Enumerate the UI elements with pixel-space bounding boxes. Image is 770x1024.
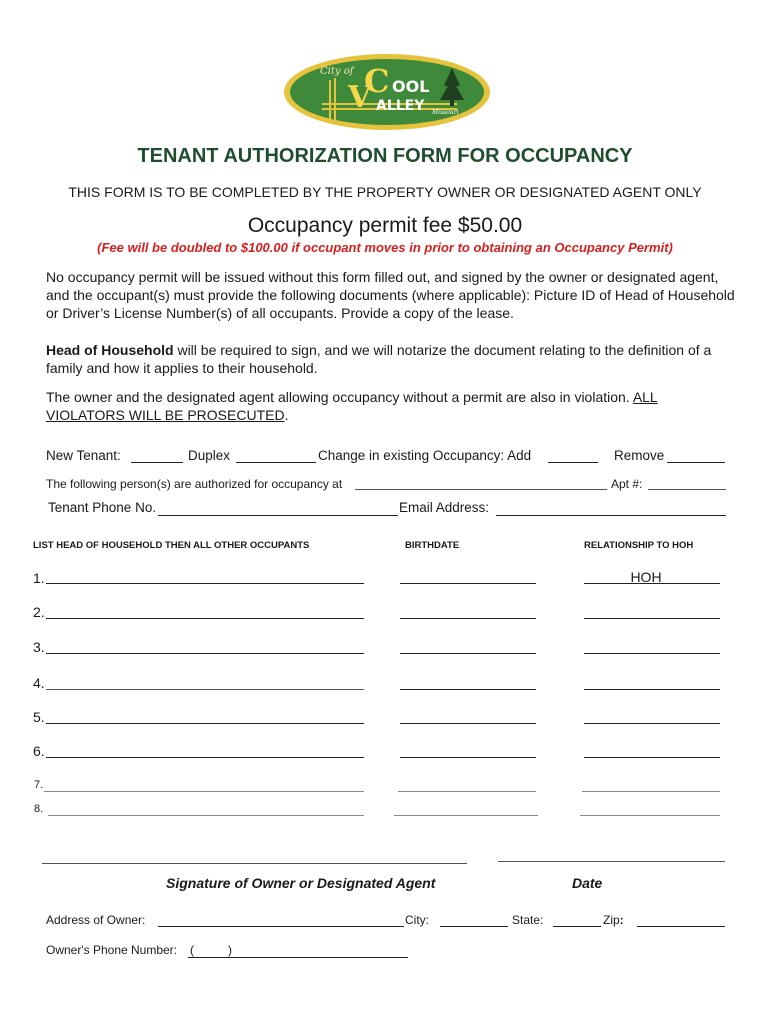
- logo-missouri: Missouri: [432, 109, 459, 116]
- relationship-field-8[interactable]: [580, 815, 720, 816]
- relationship-field-6[interactable]: [584, 757, 720, 758]
- head-of-household-text: will be required to sign, and we will notarize the document relating to the definition of a family and how it applies to their household.: [46, 342, 712, 376]
- city-field[interactable]: [440, 926, 508, 927]
- head-of-household-bold: Head of Household: [46, 342, 174, 358]
- birthdate-field-1[interactable]: [400, 583, 536, 584]
- violation-period: .: [284, 407, 289, 423]
- violation-paragraph: [46, 388, 736, 424]
- zip-label: [603, 913, 624, 927]
- zip-field[interactable]: [637, 926, 725, 927]
- fee-heading: Occupancy permit fee $50.00: [247, 214, 523, 237]
- row-number: 4.: [33, 675, 45, 691]
- remove-label: Remove: [614, 448, 665, 463]
- authorized-at-label: The following person(s) are authorized for occupancy at: [46, 477, 343, 491]
- zip-colon: :: [619, 913, 624, 927]
- birthdate-field-6[interactable]: [400, 757, 536, 758]
- relationship-field-4[interactable]: [584, 689, 720, 690]
- owner-phone-label: Owner's Phone Number:: [46, 943, 178, 957]
- logo-v-letter: V: [348, 80, 372, 115]
- city-label: City:: [405, 913, 429, 927]
- owner-signature-field[interactable]: [42, 863, 467, 864]
- date-label: Date: [572, 875, 603, 891]
- occupant-name-field-8[interactable]: [48, 815, 364, 816]
- form-title: TENANT AUTHORIZATION FORM FOR OCCUPANCY: [137, 145, 633, 167]
- remove-field[interactable]: [667, 462, 725, 463]
- row-number: 6.: [33, 743, 45, 759]
- logo-ool: OOL: [392, 77, 430, 96]
- row-number: 2.: [33, 604, 45, 620]
- birthdate-field-7[interactable]: [398, 791, 536, 792]
- city-logo: [282, 52, 492, 132]
- birthdate-field-8[interactable]: [394, 815, 538, 816]
- occupancy-address-field[interactable]: [355, 489, 607, 490]
- relationship-field-2[interactable]: [584, 618, 720, 619]
- add-field[interactable]: [548, 462, 598, 463]
- occupant-name-field-3[interactable]: [46, 653, 364, 654]
- fee-note: (Fee will be doubled to $100.00 if occupant moves in prior to obtaining an Occupancy Permit): [97, 240, 673, 255]
- occupant-name-field-7[interactable]: [44, 791, 364, 792]
- logo-c-letter: C: [364, 62, 390, 100]
- owner-address-label: Address of Owner:: [46, 913, 146, 927]
- new-tenant-field[interactable]: [131, 462, 183, 463]
- tenant-phone-field[interactable]: [158, 515, 398, 516]
- requirements-paragraph: No occupancy permit will be issued without this form filled out, and signed by the owner or designated agent, and the occupant(s) must provide the following documents (where applicable): Picture ID of Head of Household or Driver’s License Number(s) of all occupants. Provide a copy of the lease.: [46, 269, 735, 321]
- form-subtitle: THIS FORM IS TO BE COMPLETED BY THE PROPERTY OWNER OR DESIGNATED AGENT ONLY: [68, 184, 702, 200]
- birthdate-column-header: BIRTHDATE: [405, 540, 460, 551]
- signature-date-field[interactable]: [498, 861, 725, 862]
- tenant-phone-label: Tenant Phone No.: [48, 500, 157, 515]
- signature-label: Signature of Owner or Designated Agent: [166, 875, 436, 891]
- occupant-name-field-6[interactable]: [46, 757, 364, 758]
- state-field[interactable]: [553, 926, 601, 927]
- area-code-close-paren: ): [228, 943, 232, 957]
- birthdate-field-5[interactable]: [400, 723, 536, 724]
- state-label: State:: [512, 913, 544, 927]
- head-of-household-paragraph: [46, 341, 736, 377]
- email-label: Email Address:: [399, 500, 490, 515]
- row-number: 1.: [33, 570, 45, 586]
- occupant-name-field-4[interactable]: [46, 689, 364, 690]
- occupant-name-field-5[interactable]: [46, 723, 364, 724]
- change-occupancy-label: Change in existing Occupancy: Add: [318, 448, 532, 463]
- new-tenant-label: New Tenant:: [46, 448, 121, 463]
- area-code-open-paren: (: [190, 943, 194, 957]
- hoh-value: HOH: [630, 569, 662, 585]
- row-number: 5.: [33, 709, 45, 725]
- violation-text: The owner and the designated agent allowing occupancy without a permit are also in violation.: [46, 389, 633, 405]
- zip-text: Zip: [603, 913, 620, 927]
- relationship-field-3[interactable]: [584, 653, 720, 654]
- row-number: 8.: [34, 803, 44, 815]
- relationship-column-header: RELATIONSHIP TO HOH: [584, 540, 694, 551]
- duplex-field[interactable]: [236, 462, 316, 463]
- logo-alley: ALLEY: [376, 98, 425, 114]
- row-number: 7.: [34, 779, 44, 791]
- apt-label: Apt #:: [611, 477, 643, 491]
- occupants-column-header: LIST HEAD OF HOUSEHOLD THEN ALL OTHER OCCUPANTS: [33, 540, 310, 551]
- birthdate-field-4[interactable]: [400, 689, 536, 690]
- row-number: 3.: [33, 639, 45, 655]
- relationship-field-5[interactable]: [584, 723, 720, 724]
- occupant-name-field-2[interactable]: [46, 618, 364, 619]
- relationship-field-7[interactable]: [582, 791, 720, 792]
- birthdate-field-3[interactable]: [400, 653, 536, 654]
- violators-warning: ALL VIOLATORS WILL BE PROSECUTED: [46, 389, 658, 423]
- owner-address-field[interactable]: [158, 926, 404, 927]
- birthdate-field-2[interactable]: [400, 618, 536, 619]
- duplex-label: Duplex: [188, 448, 231, 463]
- email-field[interactable]: [496, 515, 726, 516]
- occupant-name-field-1[interactable]: [46, 583, 364, 584]
- logo-city-of: City of: [320, 66, 354, 77]
- owner-phone-field[interactable]: [188, 957, 408, 958]
- apt-field[interactable]: [648, 489, 726, 490]
